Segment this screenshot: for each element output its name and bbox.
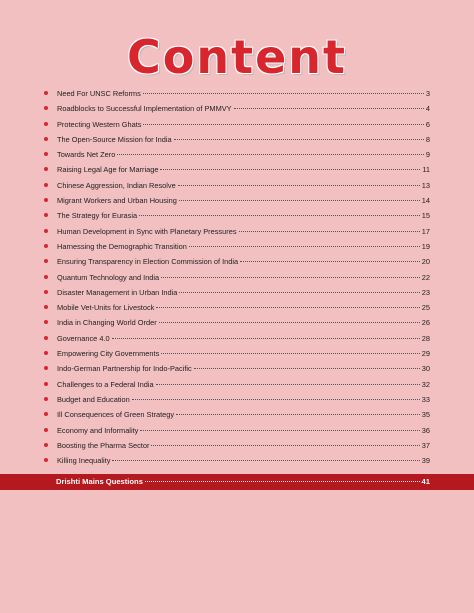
toc-item[interactable] bbox=[44, 242, 430, 257]
toc-item-label: Killing Inequality bbox=[57, 456, 111, 466]
bullet-icon bbox=[44, 351, 48, 355]
bullet-icon bbox=[44, 275, 48, 279]
toc-item-label: Chinese Aggression, Indian Resolve bbox=[57, 180, 176, 190]
bullet-icon bbox=[44, 382, 48, 386]
toc-item-page: 29 bbox=[421, 349, 430, 359]
toc-item-page: 26 bbox=[421, 318, 430, 328]
toc-item-page: 30 bbox=[421, 364, 430, 374]
toc-item-label: The Open-Source Mission for India bbox=[57, 134, 172, 144]
table-of-contents bbox=[44, 89, 430, 471]
toc-item-page: 15 bbox=[421, 211, 430, 221]
toc-item-label: Challenges to a Federal India bbox=[57, 379, 154, 389]
toc-item[interactable] bbox=[44, 334, 430, 349]
toc-item-label: Migrant Workers and Urban Housing bbox=[57, 196, 177, 206]
toc-item[interactable] bbox=[44, 349, 430, 364]
dot-leader bbox=[239, 231, 420, 232]
toc-item[interactable] bbox=[44, 120, 430, 135]
toc-item-label: Economy and Informality bbox=[57, 425, 139, 435]
bullet-icon bbox=[44, 122, 48, 126]
toc-item[interactable] bbox=[44, 211, 430, 226]
toc-item[interactable] bbox=[44, 257, 430, 272]
dot-leader bbox=[132, 399, 420, 400]
toc-item-label: Harnessing the Demographic Transition bbox=[57, 241, 187, 251]
toc-item-page: 11 bbox=[422, 165, 430, 175]
toc-item-page: 8 bbox=[425, 134, 430, 144]
dot-leader bbox=[194, 368, 420, 369]
toc-item-page: 39 bbox=[421, 456, 430, 466]
toc-item-label: Budget and Education bbox=[57, 394, 130, 404]
dot-leader bbox=[179, 292, 419, 293]
toc-item[interactable] bbox=[44, 273, 430, 288]
toc-item-label: Human Development in Sync with Planetary Pressures bbox=[57, 226, 237, 236]
dot-leader bbox=[143, 124, 423, 125]
toc-item[interactable] bbox=[44, 165, 430, 180]
bullet-icon bbox=[44, 229, 48, 233]
toc-item-label: Mobile Vet-Units for Livestock bbox=[57, 303, 155, 313]
toc-item[interactable] bbox=[44, 181, 430, 196]
toc-item-page: 20 bbox=[421, 257, 430, 267]
toc-item-page: 35 bbox=[421, 410, 430, 420]
dot-leader bbox=[151, 445, 419, 446]
dot-leader bbox=[176, 414, 420, 415]
toc-item-page: 6 bbox=[425, 119, 430, 129]
toc-item-page: 32 bbox=[421, 379, 430, 389]
toc-item[interactable] bbox=[44, 227, 430, 242]
toc-item-label: India in Changing World Order bbox=[57, 318, 157, 328]
toc-item-label: Disaster Management in Urban India bbox=[57, 287, 178, 297]
toc-item-label: Boosting the Pharma Sector bbox=[57, 440, 150, 450]
toc-item-label: Drishti Mains Questions bbox=[56, 477, 143, 486]
bullet-icon bbox=[44, 106, 48, 110]
toc-item[interactable] bbox=[44, 303, 430, 318]
bullet-icon bbox=[44, 183, 48, 187]
toc-item[interactable] bbox=[44, 196, 430, 211]
toc-item[interactable] bbox=[44, 380, 430, 395]
dot-leader bbox=[189, 246, 420, 247]
dot-leader bbox=[161, 353, 419, 354]
toc-item[interactable] bbox=[44, 364, 430, 379]
toc-item-label: Need For UNSC Reforms bbox=[57, 89, 141, 98]
toc-item-page: 36 bbox=[421, 425, 430, 435]
toc-item-page: 19 bbox=[421, 241, 430, 251]
dot-leader bbox=[234, 108, 424, 109]
dot-leader bbox=[156, 384, 420, 385]
toc-item-page: 28 bbox=[421, 333, 430, 343]
bullet-icon bbox=[44, 244, 48, 248]
toc-item-page: 9 bbox=[425, 150, 430, 160]
bullet-icon bbox=[44, 305, 48, 309]
toc-item-page: 23 bbox=[421, 287, 430, 297]
toc-item-page: 33 bbox=[421, 394, 430, 404]
bullet-icon bbox=[44, 152, 48, 156]
bullet-icon bbox=[44, 290, 48, 294]
bullet-icon bbox=[44, 458, 48, 462]
bullet-icon bbox=[44, 320, 48, 324]
toc-item-page: 3 bbox=[425, 89, 430, 98]
toc-item-page: 37 bbox=[421, 440, 430, 450]
toc-item-page: 17 bbox=[421, 226, 430, 236]
toc-item[interactable] bbox=[44, 456, 430, 471]
bullet-icon bbox=[44, 137, 48, 141]
bullet-icon bbox=[44, 412, 48, 416]
dot-leader bbox=[112, 338, 420, 339]
dot-leader bbox=[140, 430, 419, 431]
toc-item[interactable] bbox=[44, 410, 430, 425]
toc-item-page: 41 bbox=[421, 477, 430, 486]
toc-item[interactable] bbox=[44, 288, 430, 303]
toc-item[interactable] bbox=[44, 318, 430, 333]
bullet-icon bbox=[44, 397, 48, 401]
bullet-icon bbox=[44, 259, 48, 263]
toc-item-label: Governance 4.0 bbox=[57, 333, 110, 343]
toc-item-page: 22 bbox=[421, 272, 430, 282]
toc-item[interactable] bbox=[44, 89, 430, 104]
dot-leader bbox=[174, 139, 424, 140]
toc-item-page: 14 bbox=[421, 196, 430, 206]
dot-leader bbox=[178, 185, 420, 186]
bullet-icon bbox=[44, 336, 48, 340]
toc-item-page: 25 bbox=[421, 303, 430, 313]
toc-item-label: Empowering City Governments bbox=[57, 349, 160, 359]
toc-item[interactable] bbox=[44, 441, 430, 456]
dot-leader bbox=[112, 460, 419, 461]
toc-item-label: Roadblocks to Successful Implementation of PMMVY bbox=[57, 104, 232, 114]
dot-leader bbox=[117, 154, 424, 155]
toc-item-label: The Strategy for Eurasia bbox=[57, 211, 138, 221]
dot-leader bbox=[161, 277, 420, 278]
dot-leader bbox=[143, 93, 424, 94]
toc-item[interactable] bbox=[44, 395, 430, 410]
toc-item-label: Ill Consequences of Green Strategy bbox=[57, 410, 175, 420]
toc-item-label: Towards Net Zero bbox=[57, 150, 116, 160]
bullet-icon bbox=[44, 91, 48, 95]
bullet-icon bbox=[44, 167, 48, 171]
toc-item-label: Raising Legal Age for Marriage bbox=[57, 165, 159, 175]
dot-leader bbox=[179, 200, 420, 201]
bullet-icon bbox=[44, 198, 48, 202]
toc-item[interactable] bbox=[44, 104, 430, 119]
toc-item[interactable] bbox=[44, 135, 430, 150]
dot-leader bbox=[159, 322, 420, 323]
toc-item-page: 13 bbox=[421, 180, 430, 190]
bullet-icon bbox=[44, 213, 48, 217]
toc-item[interactable] bbox=[44, 426, 430, 441]
toc-item-label: Ensuring Transparency in Election Commission of India bbox=[57, 257, 239, 267]
dot-leader bbox=[156, 307, 419, 308]
toc-item[interactable] bbox=[44, 150, 430, 165]
bullet-icon bbox=[44, 366, 48, 370]
page-title: Content bbox=[126, 30, 348, 84]
dot-leader bbox=[160, 169, 420, 170]
bullet-icon bbox=[44, 443, 48, 447]
toc-item-label: Protecting Western Ghats bbox=[57, 119, 142, 129]
dot-leader bbox=[240, 261, 420, 262]
dot-leader bbox=[145, 481, 420, 482]
toc-item-page: 4 bbox=[425, 104, 430, 114]
dot-leader bbox=[139, 215, 420, 216]
toc-item-mains-questions[interactable] bbox=[56, 477, 430, 486]
toc-item-label: Indo-German Partnership for Indo-Pacific bbox=[57, 364, 192, 374]
toc-item-label: Quantum Technology and India bbox=[57, 272, 160, 282]
bullet-icon bbox=[44, 428, 48, 432]
